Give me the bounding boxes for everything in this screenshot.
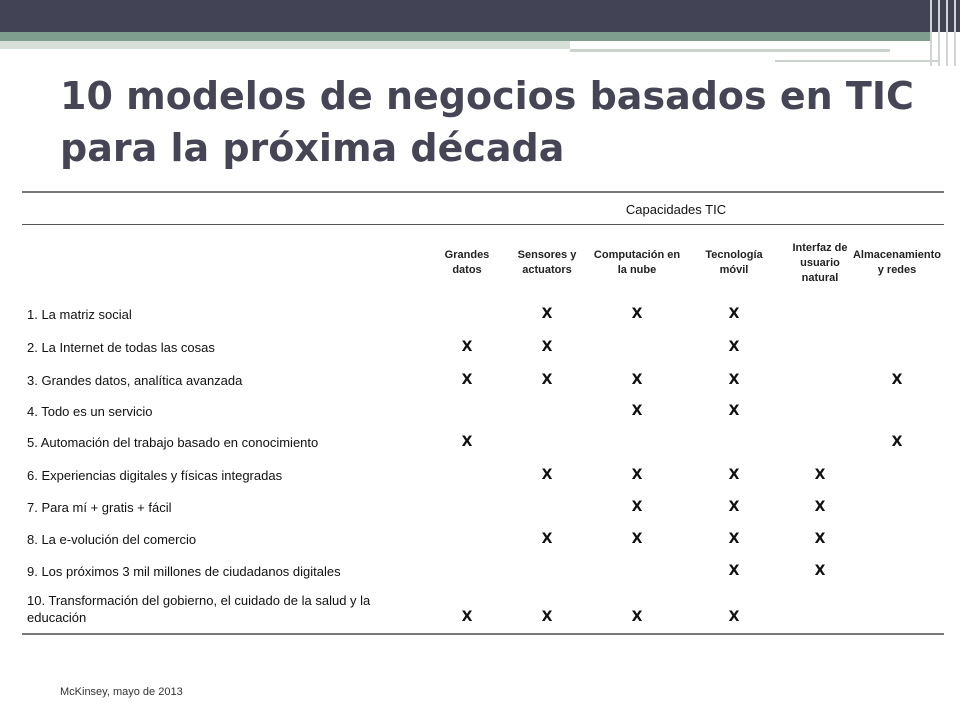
capability-mark: X (541, 609, 553, 625)
capability-mark: X (541, 306, 553, 322)
table-row-label: 7. Para mí + gratis + fácil (27, 500, 172, 515)
slide-title: 10 modelos de negocios basados en TIC para la próxima década (60, 74, 914, 170)
decorative-line (570, 49, 890, 52)
capability-mark: X (461, 339, 473, 355)
capability-mark: X (814, 467, 826, 483)
capability-mark: X (631, 372, 643, 388)
decorative-bar (954, 0, 956, 66)
capability-mark: X (728, 609, 740, 625)
table-row-label: 10. Transformación del gobierno, el cuidado de la salud y la educación (27, 593, 371, 625)
column-header: Tecnología móvil (705, 249, 763, 276)
table-row-label: 4. Todo es un servicio (27, 404, 153, 419)
capability-mark: X (541, 531, 553, 547)
column-header: Grandes datos (444, 249, 490, 276)
capability-mark: X (461, 372, 473, 388)
source-citation: McKinsey, mayo de 2013 (60, 686, 183, 698)
capability-mark: X (728, 339, 740, 355)
table-group-header: Capacidades TIC (625, 202, 727, 217)
capability-mark: X (891, 434, 903, 450)
capability-mark: X (631, 609, 643, 625)
table-bottom-rule (22, 633, 944, 635)
table-header-rule (22, 224, 944, 225)
decorative-bar (938, 0, 940, 66)
top-banner (0, 0, 960, 32)
table-row-label: 2. La Internet de todas las cosas (27, 340, 215, 355)
capability-mark: X (728, 563, 740, 579)
decorative-bar (946, 0, 948, 66)
capability-mark: X (891, 372, 903, 388)
capability-mark: X (541, 372, 553, 388)
column-header: Almacenamiento y redes (852, 249, 942, 276)
capability-mark: X (631, 306, 643, 322)
capability-mark: X (728, 467, 740, 483)
table-row-label: 8. La e-volución del comercio (27, 532, 197, 547)
column-header: Computación en la nube (593, 249, 681, 276)
capability-mark: X (631, 499, 643, 515)
capability-mark: X (814, 499, 826, 515)
capability-mark: X (728, 403, 740, 419)
accent-stripe (0, 32, 930, 41)
capability-mark: X (541, 339, 553, 355)
capability-mark: X (728, 499, 740, 515)
table-row-label: 3. Grandes datos, analítica avanzada (27, 373, 243, 388)
table-top-rule (22, 191, 944, 193)
decorative-line (775, 60, 940, 62)
table-row-label: 9. Los próximos 3 mil millones de ciudadanos digitales (27, 564, 341, 579)
capability-mark: X (728, 306, 740, 322)
capability-mark: X (631, 403, 643, 419)
capability-mark: X (541, 467, 553, 483)
decorative-bar (930, 0, 932, 66)
capability-mark: X (728, 531, 740, 547)
capability-mark: X (814, 563, 826, 579)
accent-stripe-light (0, 41, 570, 49)
column-header: Sensores y actuators (517, 249, 577, 276)
table-row-label: 5. Automación del trabajo basado en conocimiento (27, 435, 319, 450)
capability-mark: X (631, 467, 643, 483)
capability-mark: X (814, 531, 826, 547)
capability-mark: X (461, 434, 473, 450)
table-row-label: 6. Experiencias digitales y físicas integradas (27, 468, 283, 483)
capability-mark: X (728, 372, 740, 388)
capability-mark: X (631, 531, 643, 547)
table-row-label: 1. La matriz social (27, 307, 132, 322)
capability-mark: X (461, 609, 473, 625)
column-header: Interfaz de usuario natural (792, 241, 848, 284)
